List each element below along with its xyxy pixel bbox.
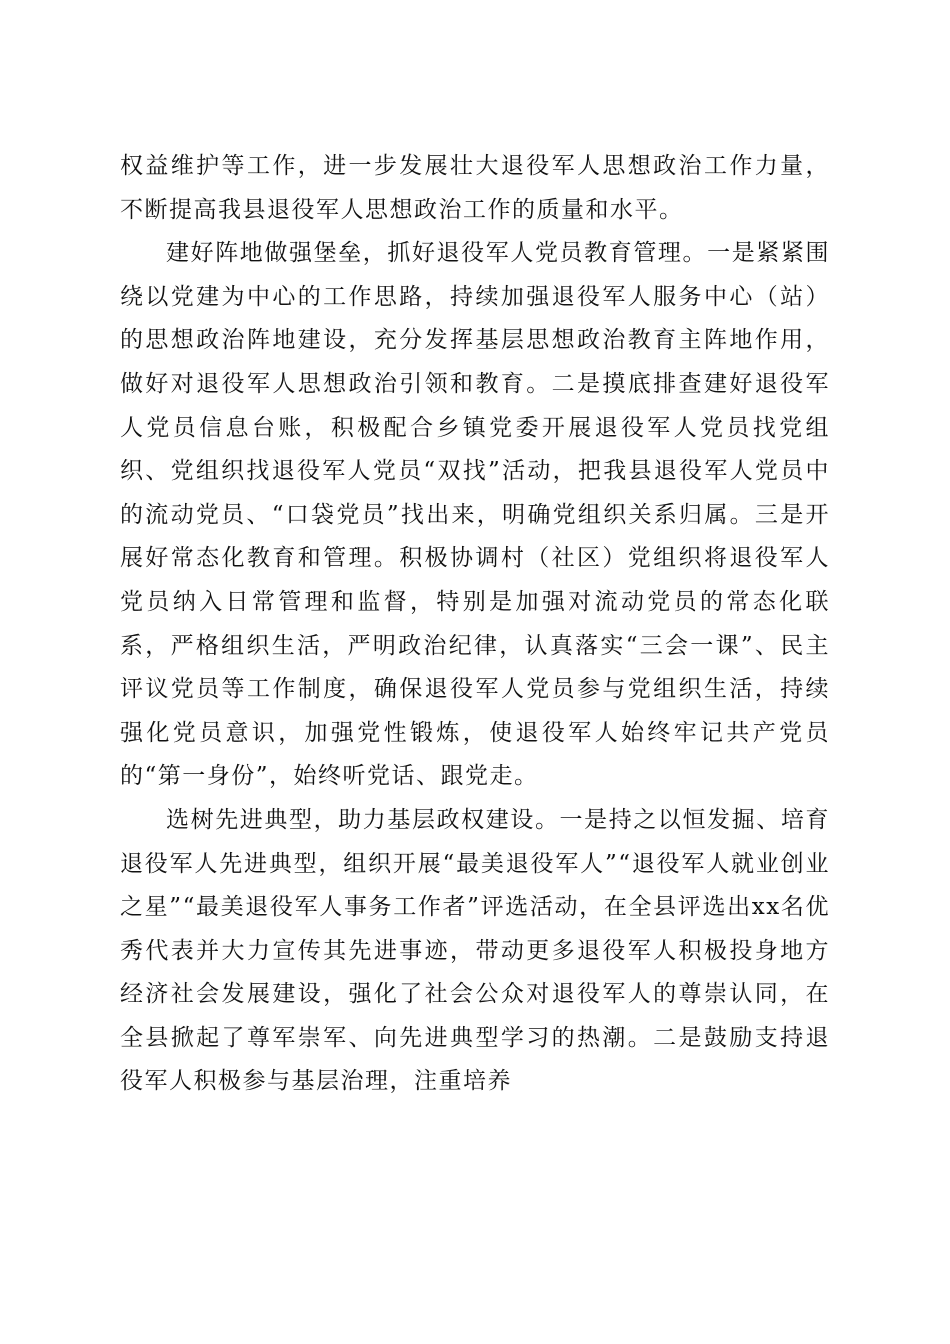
paragraph-party-member-management: 建好阵地做强堡垒，抓好退役军人党员教育管理。一是紧紧围绕以党建为中心的工作思路，持续加强退役军人服务中心（站）的思想政治阵地建设，充分发挥基层思想政治教育主阵地作用，做好对退役军人思想政治引领和教育。二是摸底排查建好退役军人党员信息台账，积极配合乡镇党委开展退役军人党员找党组织、党组织找退役军人党员“双找”活动，把我县退役军人党员中的流动党员、“口袋党员”找出来，明确党组织关系归属。三是开展好常态化教育和管理。积极协调村（社区）党组织将退役军人党员纳入日常管理和监督，特别是加强对流动党员的常态化联系，严格组织生活，严明政治纪律，认真落实“三会一课”、民主评议党员等工作制度，确保退役军人党员参与党组织生活，持续强化党员意识，加强党性锻炼，使退役军人始终牢记共产党员的“第一身份”，始终听党话、跟党走。: [120, 240, 830, 790]
paragraph-advanced-models: 选树先进典型，助力基层政权建设。一是持之以恒发掘、培育退役军人先进典型，组织开展“最美退役军人”“退役军人就业创业之星”“最美退役军人事务工作者”评选活动，在全县评选出xx名优秀代表并大力宣传其先进事迹，带动更多退役军人积极投身地方经济社会发展建设，强化了社会公众对退役军人的尊崇认同，在全县掀起了尊军崇军、向先进典型学习的热潮。二是鼓励支持退役军人积极参与基层治理，注重培养: [120, 806, 830, 1095]
paragraph-continuation: 权益维护等工作，进一步发展壮大退役军人思想政治工作力量，不断提高我县退役军人思想政治工作的质量和水平。: [120, 153, 830, 223]
document-body: [120, 145, 830, 1104]
